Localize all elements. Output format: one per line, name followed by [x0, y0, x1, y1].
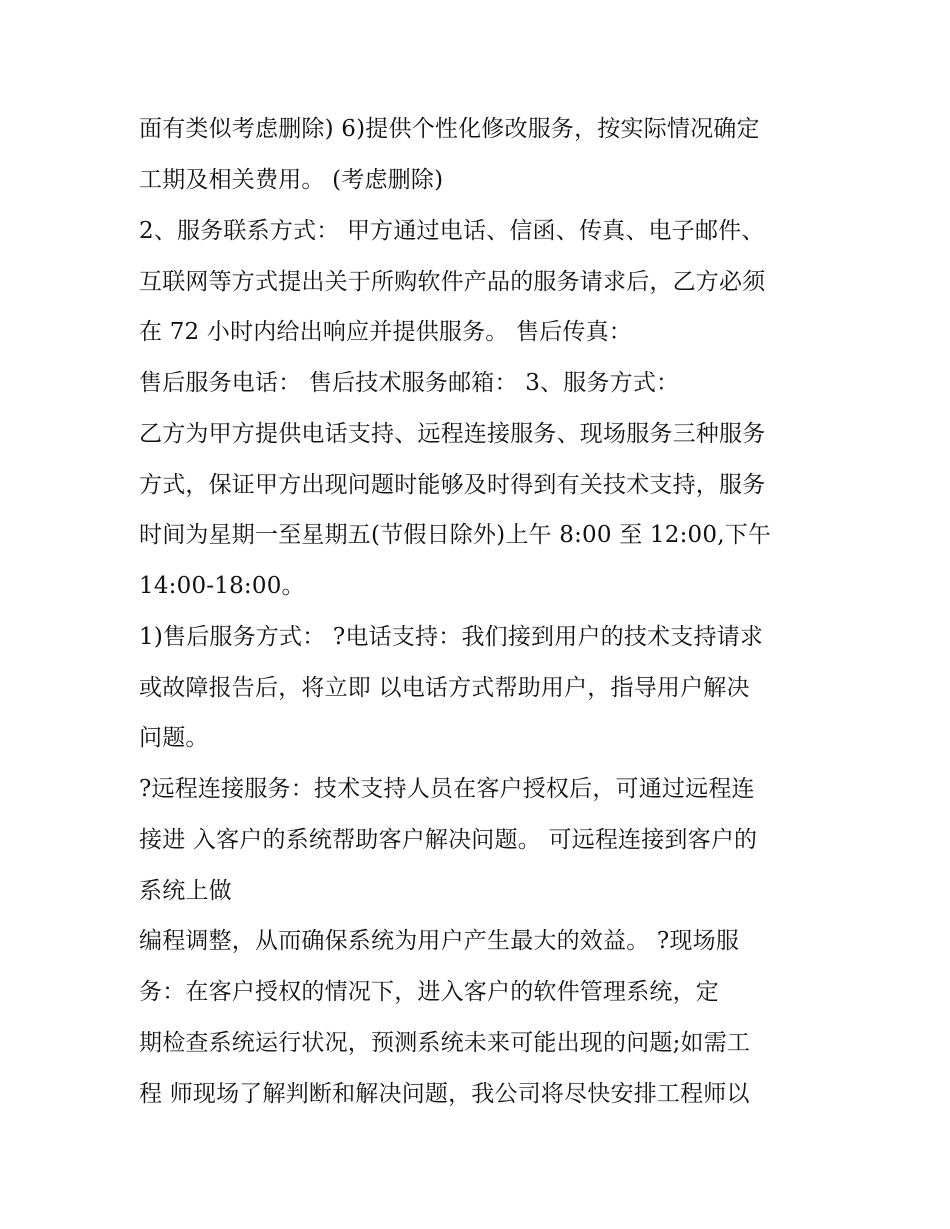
text-line-20: 程 师现场了解判断和解决问题，我公司将尽快安排工程师以 [139, 1081, 750, 1107]
text-line-8: 方式，保证甲方出现问题时能够及时得到有关技术支持，服务 [139, 472, 766, 498]
text-line-11: 1)售后服务方式： ?电话支持：我们接到用户的技术支持请求 [139, 624, 764, 650]
text-line-6: 售后服务电话： 售后技术服务邮箱： 3、服务方式： [139, 370, 680, 396]
text-line-2: 工期及相关费用。 (考虑删除) [139, 167, 444, 193]
text-line-14: ?远程连接服务：技术支持人员在客户授权后，可通过远程连 [139, 776, 755, 802]
text-line-16: 系统上做 [139, 878, 232, 904]
text-line-12: 或故障报告后，将立即 以电话方式帮助用户，指导用户解决 [139, 675, 750, 701]
text-line-3: 2、服务联系方式： 甲方通过电话、信函、传真、电子邮件、 [139, 218, 765, 244]
text-line-17: 编程调整，从而确保系统为用户产生最大的效益。 ?现场服 [139, 928, 740, 954]
text-line-13: 问题。 [139, 725, 209, 751]
text-line-4: 互联网等方式提出关于所购软件产品的服务请求后，乙方必须 [139, 269, 766, 295]
text-line-15: 接进 入客户的系统帮助客户解决问题。 可远程连接到客户的 [139, 827, 758, 853]
text-line-10: 14:00-18:00。 [139, 573, 305, 599]
text-line-7: 乙方为甲方提供电话支持、远程连接服务、现场服务三种服务 [139, 421, 766, 447]
text-line-1: 面有类似考虑删除) 6)提供个性化修改服务，按实际情况确定 [139, 116, 760, 142]
text-line-19: 期检查系统运行状况，预测系统未来可能出现的问题;如需工 [139, 1030, 751, 1056]
text-line-5: 在 72 小时内给出响应并提供服务。 售后传真： [139, 319, 632, 345]
text-line-9: 时间为星期一至星期五(节假日除外)上午 8:00 至 12:00,下午 [139, 522, 772, 548]
text-line-18: 务：在客户授权的情况下，进入客户的软件管理系统，定 [139, 979, 719, 1005]
